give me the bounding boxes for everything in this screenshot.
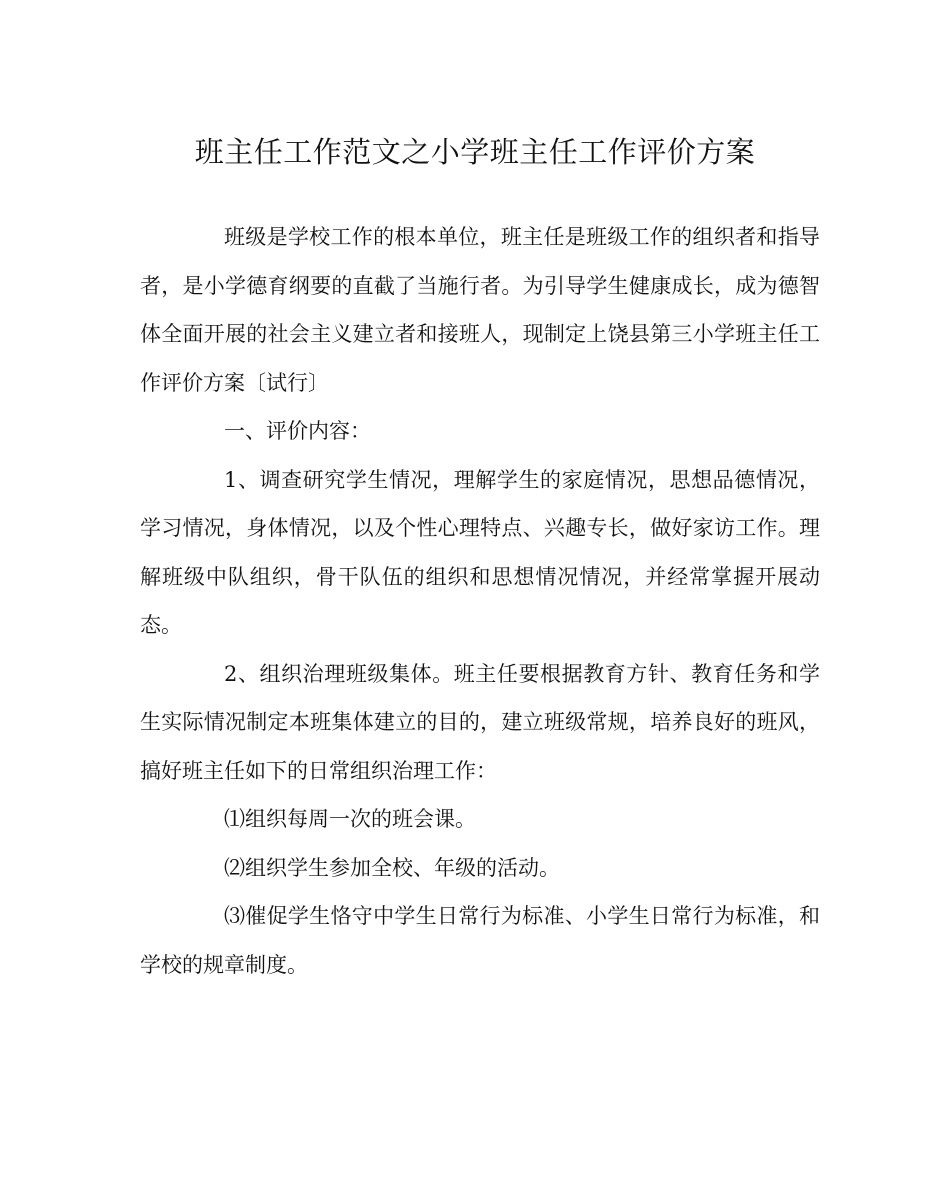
section-heading-evaluation-content: 一、评价内容：	[224, 419, 371, 443]
paragraph-item-1: 1、调查研究学生情况，理解学生的家庭情况，思想品德情况，学习情况，身体情况，以及个性心理特点、兴趣专长，做好家访工作。理解班级中队组织，骨干队伍的组织和思想情况情况，并经常掌握开展动态。	[140, 467, 820, 637]
paragraph-intro: 班级是学校工作的根本单位，班主任是班级工作的组织者和指导者，是小学德育纲要的直截了当施行者。为引导学生健康成长，成为德智体全面开展的社会主义建立者和接班人，现制定上饶县第三小学班主任工作评价方案〔试行〕	[140, 225, 820, 395]
document-title: 班主任工作范文之小学班主任工作评价方案	[194, 135, 756, 169]
sub-item-3: ⑶催促学生恪守中学生日常行为标准、小学生日常行为标准，和学校的规章制度。	[140, 904, 820, 977]
document-body	[140, 213, 820, 989]
paragraph-item-2: 2、组织治理班级集体。班主任要根据教育方针、教育任务和学生实际情况制定本班集体建立的目的，建立班级常规，培养良好的班风，搞好班主任如下的日常组织治理工作：	[140, 661, 820, 783]
sub-item-1: ⑴组织每周一次的班会课。	[224, 807, 476, 831]
sub-item-2: ⑵组织学生参加全校、年级的活动。	[224, 855, 560, 880]
